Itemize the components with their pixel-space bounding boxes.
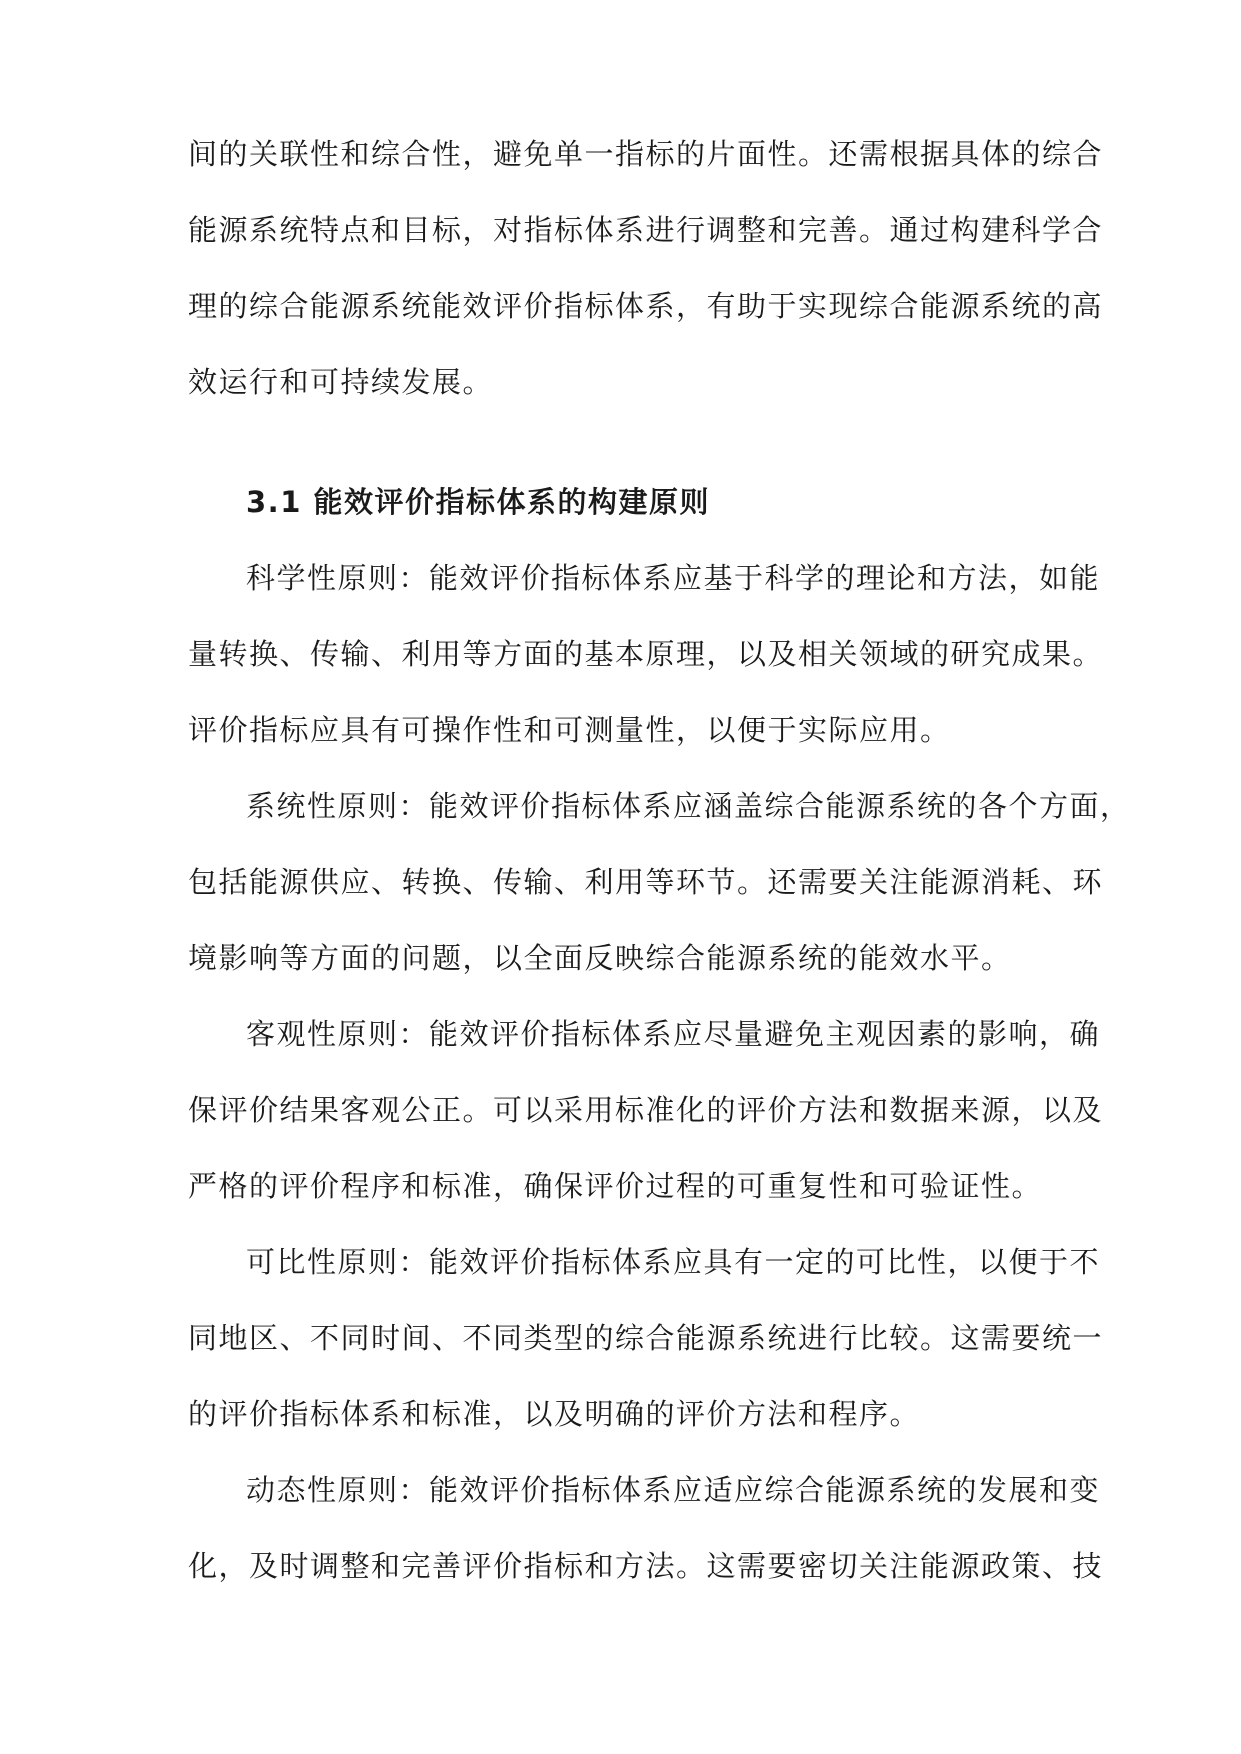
principle-objective-line-1: 客观性原则：能效评价指标体系应尽量避免主观因素的影响，确 (246, 1017, 1101, 1051)
principle-dynamic-line-2: 化，及时调整和完善评价指标和方法。这需要密切关注能源政策、技 (188, 1549, 1104, 1583)
principle-scientific-line-2: 量转换、传输、利用等方面的基本原理，以及相关领域的研究成果。 (188, 637, 1104, 671)
section-heading: 3.1 能效评价指标体系的构建原则 (246, 485, 710, 519)
principle-systematic-line-2: 包括能源供应、转换、传输、利用等环节。还需要关注能源消耗、环 (188, 865, 1104, 899)
principle-objective-line-3: 严格的评价程序和标准，确保评价过程的可重复性和可验证性。 (188, 1169, 1043, 1203)
intro-line-2: 能源系统特点和目标，对指标体系进行调整和完善。通过构建科学合 (188, 213, 1104, 247)
principle-objective-line-2: 保评价结果客观公正。可以采用标准化的评价方法和数据来源，以及 (188, 1093, 1104, 1127)
intro-line-1: 间的关联性和综合性，避免单一指标的片面性。还需根据具体的综合 (188, 137, 1104, 171)
intro-line-3: 理的综合能源系统能效评价指标体系，有助于实现综合能源系统的高 (188, 289, 1104, 323)
intro-line-4: 效运行和可持续发展。 (188, 365, 494, 399)
principle-systematic-line-1: 系统性原则：能效评价指标体系应涵盖综合能源系统的各个方面， (246, 789, 1131, 823)
principle-systematic-line-3: 境影响等方面的问题，以全面反映综合能源系统的能效水平。 (188, 941, 1012, 975)
principle-comparability-line-2: 同地区、不同时间、不同类型的综合能源系统进行比较。这需要统一 (188, 1321, 1104, 1355)
principle-scientific-line-1: 科学性原则：能效评价指标体系应基于科学的理论和方法，如能 (246, 561, 1101, 595)
principle-dynamic-line-1: 动态性原则：能效评价指标体系应适应综合能源系统的发展和变 (246, 1473, 1101, 1507)
principle-comparability-line-3: 的评价指标体系和标准，以及明确的评价方法和程序。 (188, 1397, 921, 1431)
principle-comparability-line-1: 可比性原则：能效评价指标体系应具有一定的可比性，以便于不 (246, 1245, 1101, 1279)
principle-scientific-line-3: 评价指标应具有可操作性和可测量性，以便于实际应用。 (188, 713, 951, 747)
